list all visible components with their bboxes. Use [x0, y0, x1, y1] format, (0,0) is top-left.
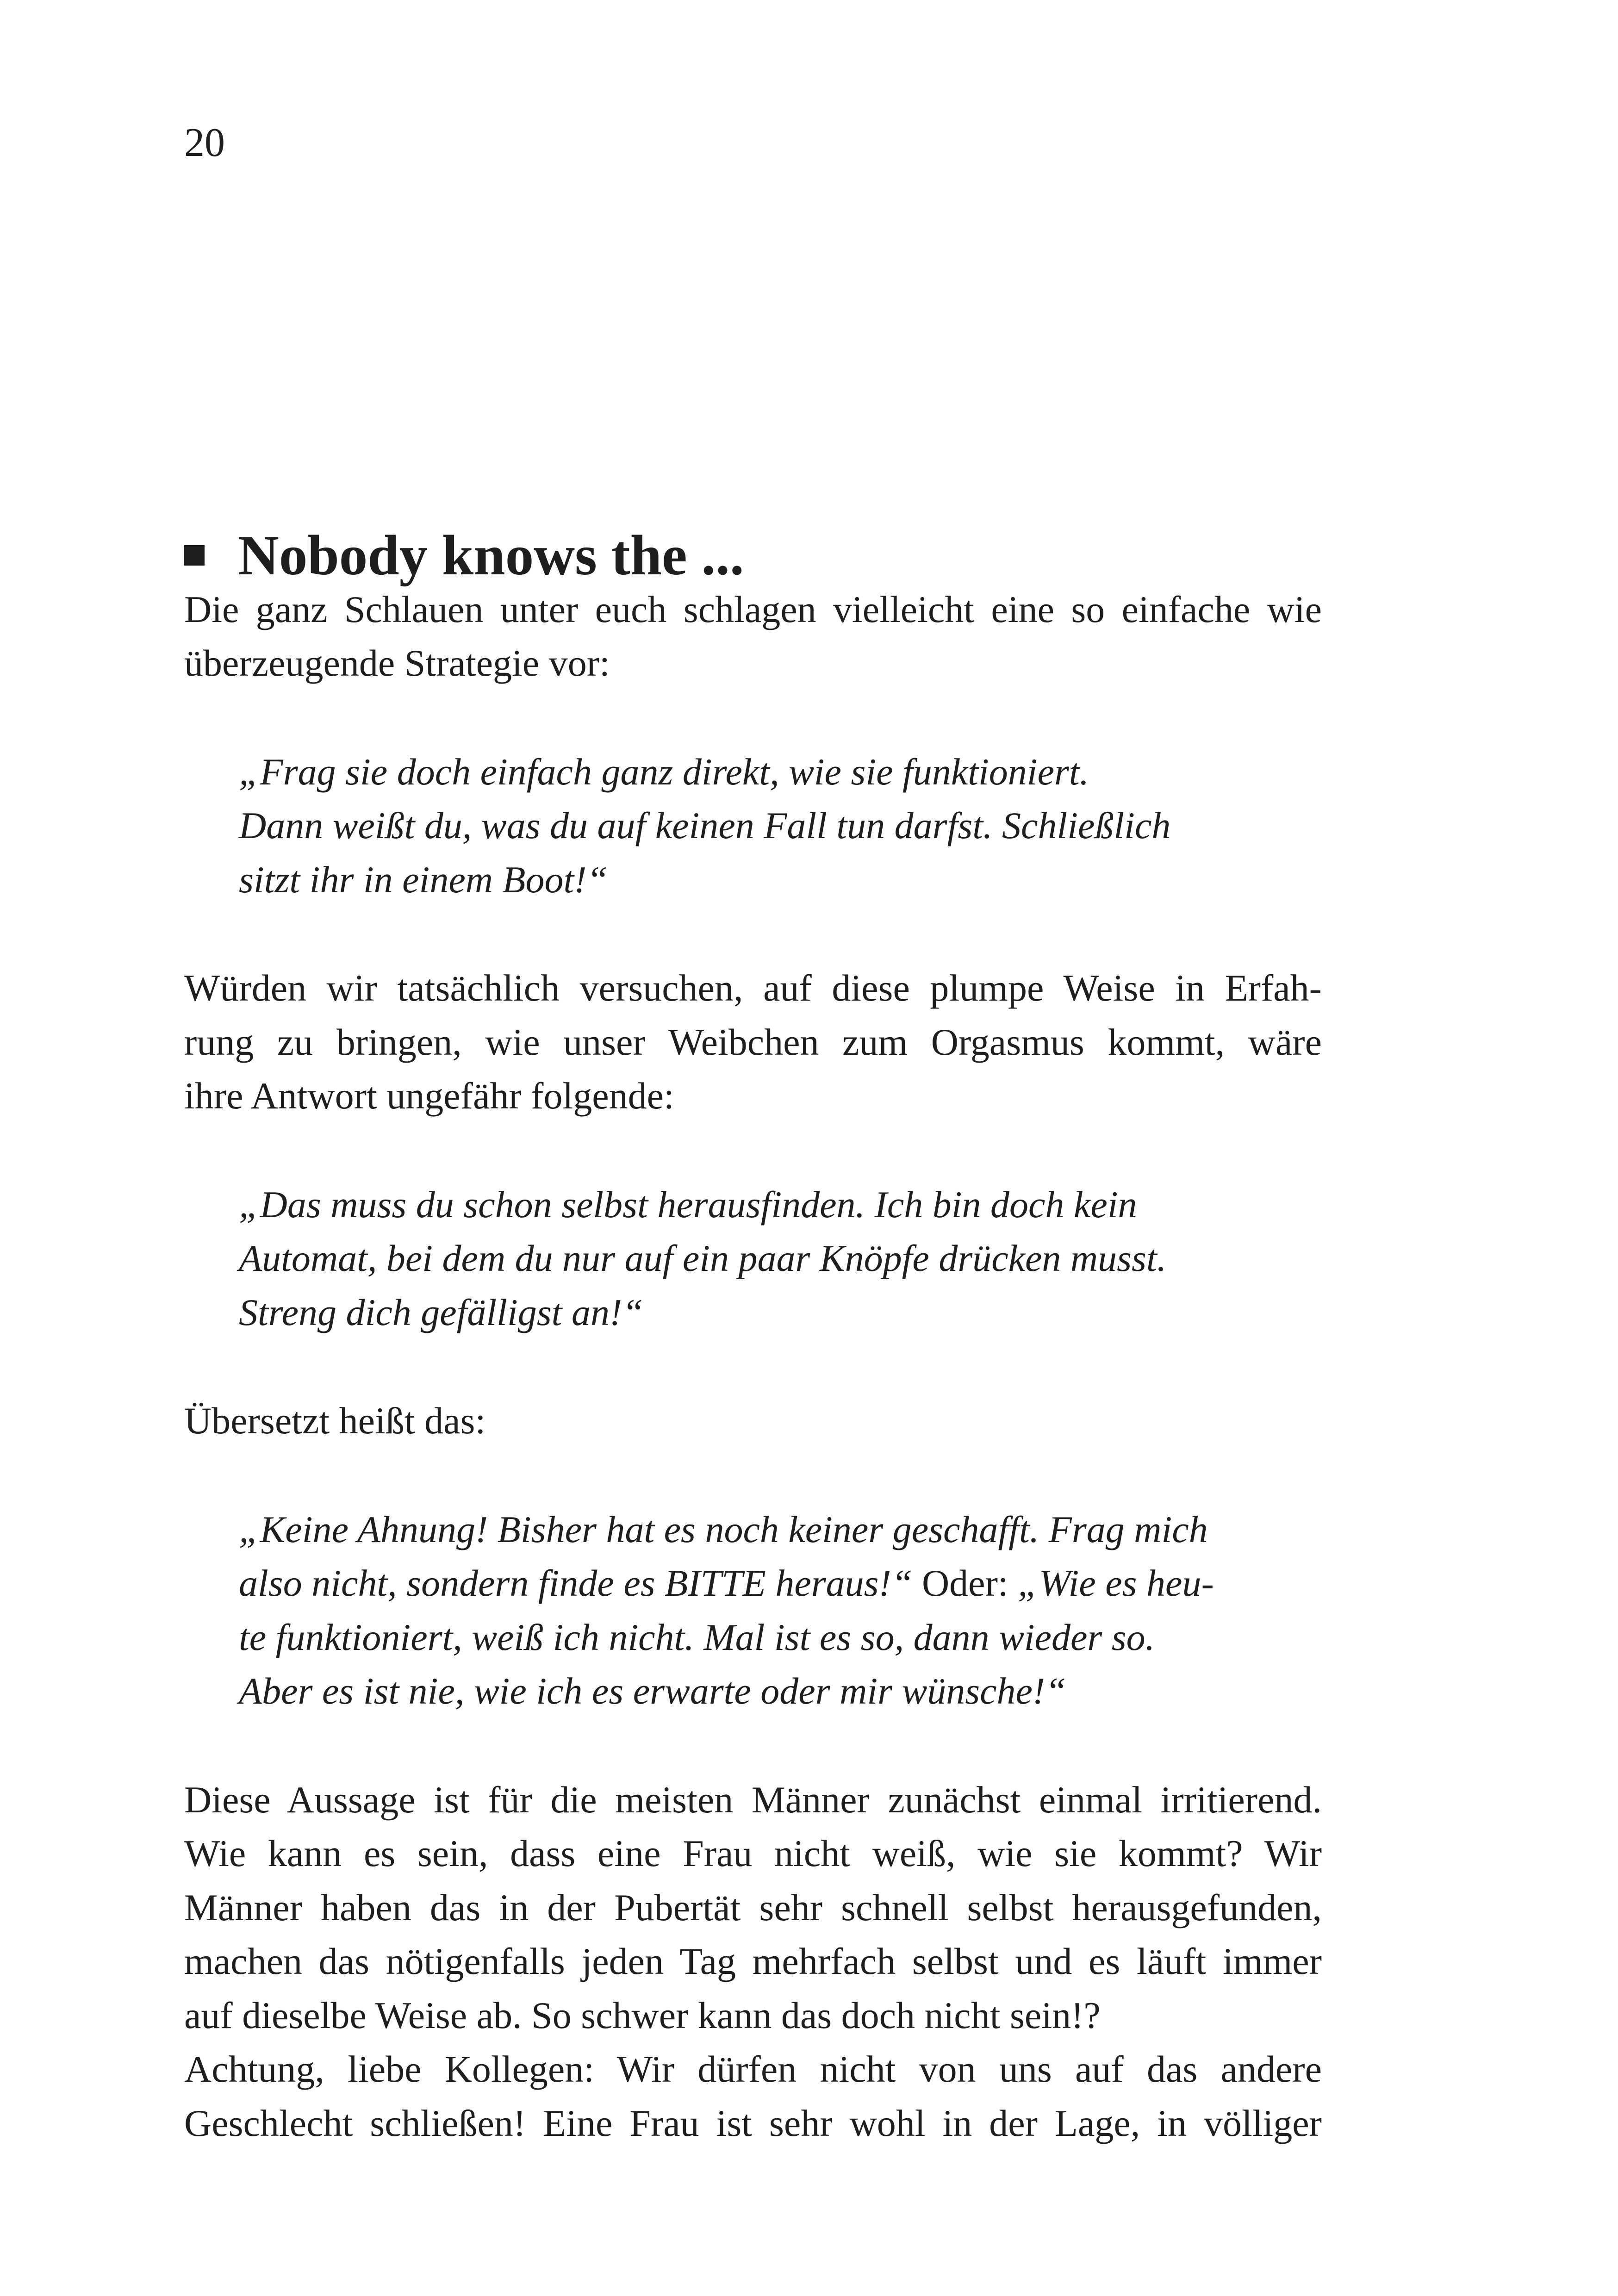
text-line: auf dieselbe Weise ab. So schwer kann das doch nicht sein!?	[184, 1994, 1101, 2036]
paragraph-translation	[184, 1394, 1322, 1448]
section-heading-text: Nobody knows the ...	[238, 523, 744, 587]
page-content	[184, 523, 1322, 2150]
quote-line: Aber es ist nie, wie ich es erwarte oder mir wünsche!“	[239, 1670, 1066, 1712]
text-line: Achtung, liebe Kollegen: Wir dürfen nicht von uns auf das andere	[184, 2048, 1322, 2090]
quote-connector: Oder:	[912, 1562, 1018, 1604]
paragraph-explanation	[184, 1773, 1322, 2151]
text-line: Diese Aussage ist für die meisten Männer zunächst einmal irritierend.	[184, 1778, 1322, 1821]
quote-line: Dann weißt du, was du auf keinen Fall tun darfst. Schließlich	[239, 804, 1171, 846]
quote-line: te funktioniert, weiß ich nicht. Mal ist es so, dann wieder so.	[239, 1616, 1155, 1658]
paragraph-intro	[184, 583, 1322, 691]
quote-block-3	[184, 1503, 1322, 1718]
quote-fragment: also nicht, sondern finde es BITTE heraus!“	[239, 1562, 913, 1604]
text-line: Übersetzt heißt das:	[184, 1400, 486, 1442]
quote-line: „Das muss du schon selbst herausfinden. Ich bin doch kein	[239, 1183, 1137, 1226]
paragraph-answer	[184, 961, 1322, 1123]
quote-line: „Frag sie doch einfach ganz direkt, wie sie funktioniert.	[239, 750, 1089, 793]
page-number: 20	[184, 120, 225, 165]
text-line: Männer haben das in der Pubertät sehr schnell selbst herausgefunden,	[184, 1886, 1322, 1929]
quote-block-1	[184, 745, 1322, 907]
quote-line	[239, 1556, 1303, 1611]
quote-line: sitzt ihr in einem Boot!“	[239, 858, 608, 901]
quote-fragment: „Wie es heu-	[1018, 1562, 1214, 1604]
quote-line: „Keine Ahnung! Bisher hat es noch keiner geschafft. Frag mich	[239, 1508, 1208, 1550]
text-line: Wie kann es sein, dass eine Frau nicht weiß, wie sie kommt? Wir	[184, 1832, 1322, 1874]
quote-line: Automat, bei dem du nur auf ein paar Knöpfe drücken musst.	[239, 1237, 1167, 1279]
text-line: rung zu bringen, wie unser Weibchen zum Orgasmus kommt, wäre	[184, 1020, 1322, 1063]
text-line: Würden wir tatsächlich versuchen, auf diese plumpe Weise in Erfah-	[184, 967, 1322, 1009]
text-line: Die ganz Schlauen unter euch schlagen vielleicht eine so einfache wie	[184, 588, 1322, 630]
text-line: Geschlecht schließen! Eine Frau ist sehr wohl in der Lage, in völliger	[184, 2102, 1322, 2144]
bullet-square-icon	[184, 545, 205, 566]
text-line: machen das nötigenfalls jeden Tag mehrfach selbst und es läuft immer	[184, 1940, 1322, 1982]
quote-line: Streng dich gefälligst an!“	[239, 1291, 643, 1333]
section-heading	[184, 523, 1322, 587]
quote-block-2	[184, 1178, 1322, 1340]
text-line: ihre Antwort ungefähr folgende:	[184, 1075, 674, 1117]
text-line: überzeugende Strategie vor:	[184, 642, 610, 684]
